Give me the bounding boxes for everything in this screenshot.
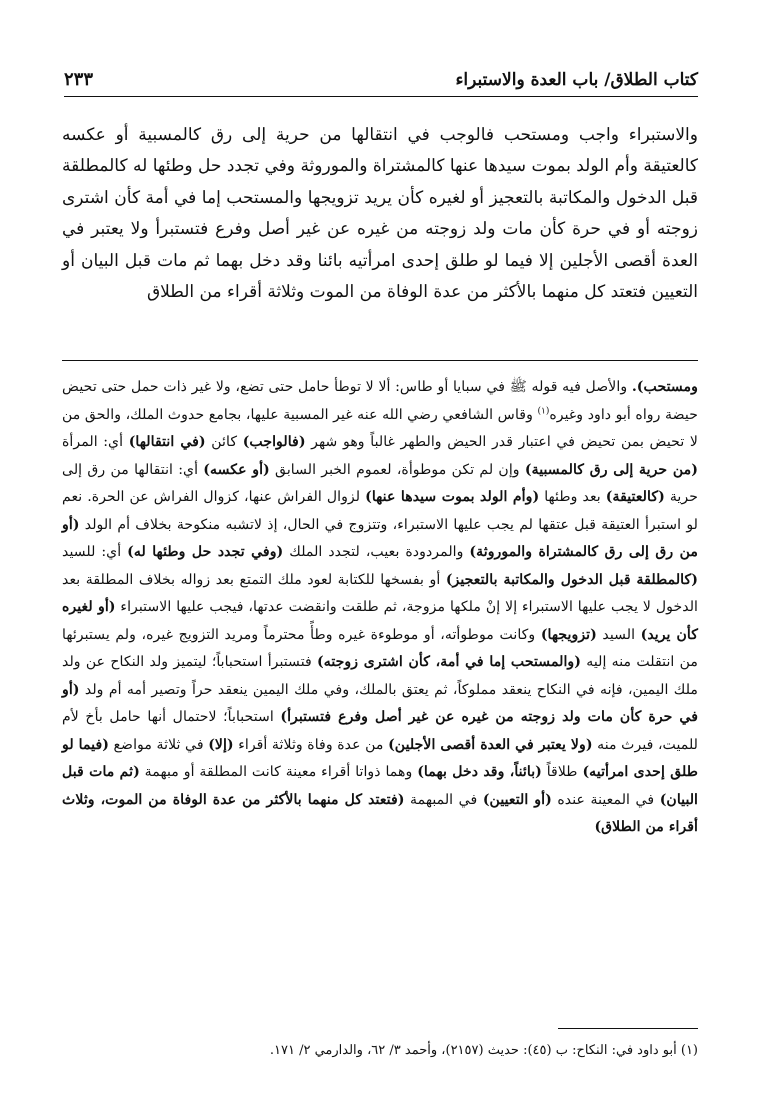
matn-quote: (ولا يعتبر في العدة أقصى الأجلين) [388,736,593,753]
matn-quote: (بائناً، وقد دخل بهما) [417,764,542,780]
matn-quote: (تزويجها) [540,626,597,643]
commentary-text: والأصل فيه قوله ﷺ في سبايا أو طاس: ألا لا توطأ حامل حتى تضع، ولا غير ذات حمل حتى تحيض حيضة رواه أبو داود وغيره [62,379,698,423]
commentary-text: أو بفسخها للكتابة لعود ملك التمتع بعد زواله بخلاف المطلقة بعد الدخول لا يجب عليها الاستبراء إلا إنْ ملكها مزوجة، ثم طلقت وانقضت عدتها، فيجب عليها الاستبراء [62,571,698,615]
commentary-text: استحباباً؛ لاحتمال أنها حامل بأخ لأم للميت، فيرث منه [62,709,698,753]
matn-quote: (في انتقالها) [128,434,206,450]
commentary-text: وقاس الشافعي رضي الله عنه غير المسبية عليها، بجامع حدوث الملك، والحق من لا تحيض بمن تحيض في اعتبار قدر الحيض والطهر غالباً وهو شهر [62,406,698,450]
commentary-text: في المعينة عنده [551,791,660,808]
footnote-rule [558,1028,698,1029]
matn-quote: ومستحب). [631,379,698,395]
matn-quote: (ثم مات قبل البيان) [62,764,698,808]
commentary-text: لزوال الفراش عنها، كزوال الفراش عن الحرة. نعم لو استبرأ العتيقة قبل عتقها لم يجب عليها الاستبراء، وتتزوج في الحال، إذ لاتشبه منكوحة بخلاف أم الولد [62,489,698,533]
matn-quote: (أو عكسه) [203,461,270,478]
matn-quote: (أو لغيره كأن يريد) [62,599,698,643]
matn-quote: (فيما لو طلق إحدى امرأتيه) [62,736,699,780]
separator-rule [62,360,698,361]
commentary-text: فتستبرأ استحباباً؛ ليتميز ولد النكاح عن ولد ملك اليمين، فإنه في النكاح ينعقد مملوكاً، ثم يعتق بالملك، وفي ملك اليمين ينعقد حراً وتصير أمه أم ولد [62,654,698,698]
commentary-paragraph [62,374,698,842]
commentary-text: أي: للسيد [62,544,128,560]
commentary-text: وهما ذواتا أقراء معينة كانت المطلقة أو مبهمة [139,764,418,780]
commentary-text: في المبهمة [404,791,483,808]
matn-quote: (فالواجب) [242,434,306,450]
commentary-text: طلاقاً [541,764,583,780]
matn-quote: (وفي تجدد حل وطئها له) [127,544,284,560]
commentary-text: بعد وطئها [539,489,606,505]
matn-text-block [62,120,698,308]
matn-quote: (كالعتيقة) [605,489,665,505]
commentary-text: من عدة وفاة وثلاثة أقراء [233,736,389,753]
matn-paragraph: والاستبراء واجب ومستحب فالوجب في انتقالها من حرية إلى رق كالمسبية أو عكسه كالعتيقة وأم الولد بموت سيدها عنها كالمشتراة والموروثة وفي تجدد حل وطئها له كالمطلقة قبل الدخول والمكاتبة بالتعجيز أو لغيره كأن يريد تزويجها والمستحب إما في أمة كأن اشترى زوجته أو في حرة كأن مات ولد زوجته من غيره عن غير أصل وفرع فتستبرأ ولا يعتبر في العدة أقصى الأجلين إلا فيما لو طلق إحدى امرأتيه بائنا وقد دخل بهما ثم مات قبل البيان أو التعيين فتعتد كل منهما بالأكثر من عدة الوفاة من الموت وثلاثة أقراء من الطلاق [62,125,698,303]
matn-quote: (أو من رق إلى رق كالمشتراة والموروثة) [62,516,698,560]
commentary-block [62,374,698,842]
matn-quote: (إلا) [208,736,234,753]
matn-quote: (أو في حرة كأن مات ولد زوجته من غيره عن غير أصل وفرع فتستبرأ) [62,681,698,725]
matn-quote: (أو التعيين) [482,791,552,808]
matn-quote: (والمستحب إما في أمة، كأن اشترى زوجته) [317,654,581,670]
running-head: كتاب الطلاق/ باب العدة والاستبراء [455,70,698,90]
commentary-text: أي: انتقالها من رق إلى حرية [62,461,698,505]
matn-quote: (وأم الولد بموت سيدها عنها) [365,489,540,505]
commentary-text: وكانت موطوأته، أو موطوءة غيره وطأً محترماً ومريد التزويج غيره، ولم يستبرئها من انتقلت منه إليه [62,626,698,670]
commentary-text: السيد [596,626,641,643]
page-header [64,62,698,97]
commentary-text: وإن لم تكن موطوأة، لعموم الخبر السابق [269,461,525,478]
commentary-text: كائن [205,434,243,450]
matn-quote: (فتعتد كل منهما بالأكثر من عدة الوفاة من الموت، وثلاث أقراء من الطلاق) [62,791,698,835]
commentary-text: في ثلاثة مواضع [108,736,209,753]
footnote-ref: (١) [537,405,550,416]
page-number: ٢٣٣ [64,69,94,90]
commentary-text: والمردودة بعيب، لتجدد الملك [283,544,470,560]
matn-quote: (كالمطلقة قبل الدخول والمكاتبة بالتعجيز) [445,571,698,588]
matn-quote: (من حرية إلى رق كالمسبية) [524,461,698,478]
commentary-text: أي: المرأة [62,434,129,450]
footnote: (١) أبو داود في: النكاح: ب (٤٥): حديث (٢١٥٧)، وأحمد ٣/ ٦٢، والدارمي ٢/ ١٧١. [269,1043,698,1058]
